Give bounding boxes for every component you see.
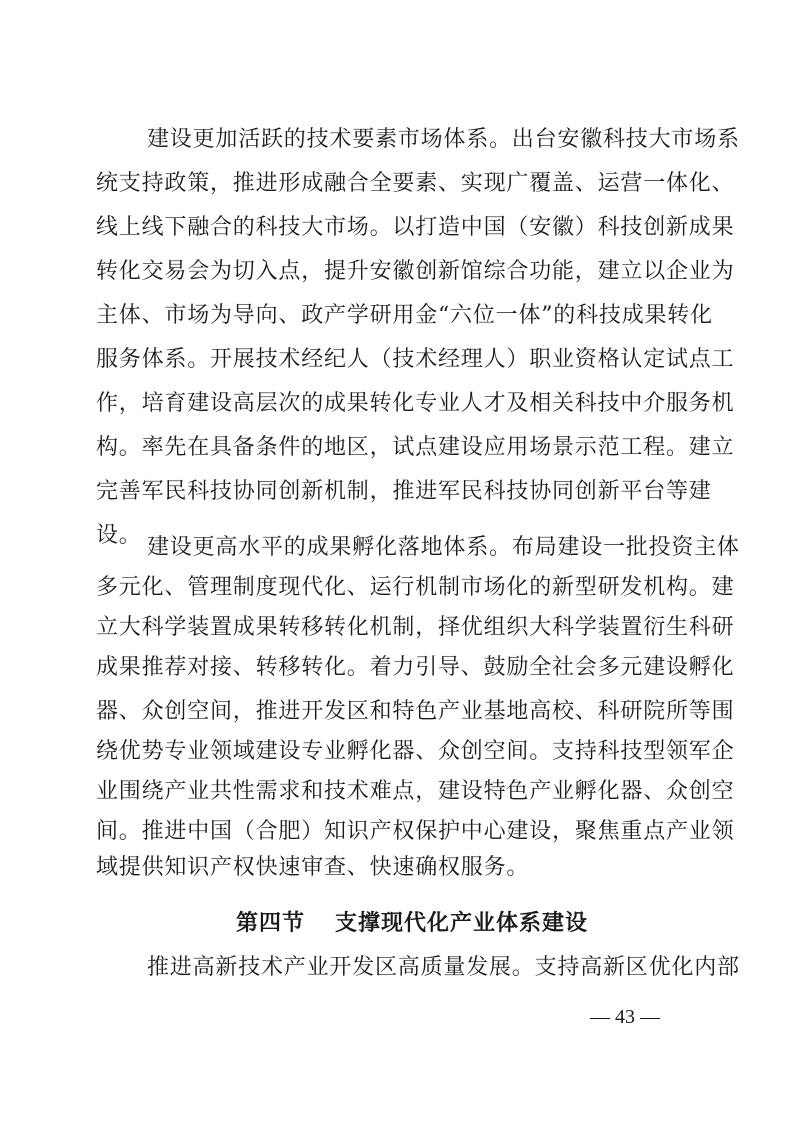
paragraph-line: 线上线下融合的科技大市场。以打造中国（安徽）科技创新成果 <box>96 215 735 240</box>
paragraph-line: 统支持政策，推进形成融合全要素、实现广覆盖、运营一体化、 <box>96 171 735 196</box>
paragraph-line: 域提供知识产权快速审查、快速确权服务。 <box>96 855 530 880</box>
paragraph-line: 绕优势专业领域建设专业孵化器、众创空间。支持科技型领军企 <box>96 739 735 764</box>
paragraph-line: 设。 <box>96 523 142 548</box>
paragraph-line: 推进高新技术产业开发区高质量发展。支持高新区优化内部 <box>147 955 740 980</box>
paragraph-line: 主体、市场为导向、政产学研用金“六位一体”的科技成果转化 <box>96 303 713 328</box>
paragraph-line: 作，培育建设高层次的成果转化专业人才及相关科技中介服务机 <box>96 391 735 416</box>
paragraph-line: 多元化、管理制度现代化、运行机制市场化的新型研发机构。建 <box>96 575 735 600</box>
section-number: 第四节 <box>236 911 306 936</box>
section-heading <box>236 911 588 937</box>
paragraph-line: 转化交易会为切入点，提升安徽创新馆综合功能，建立以企业为 <box>96 259 735 284</box>
paragraph-line: 建设更加活跃的技术要素市场体系。出台安徽科技大市场系 <box>147 127 740 152</box>
paragraph-line: 构。率先在具备条件的地区，试点建设应用场景示范工程。建立 <box>96 435 735 460</box>
paragraph-line: 立大科学装置成果转移转化机制，择优组织大科学装置衍生科研 <box>96 615 735 640</box>
paragraph-line: 完善军民科技协同创新机制，推进军民科技协同创新平台等建 <box>96 479 712 504</box>
paragraph-line: 器、众创空间，推进开发区和特色产业基地高校、科研院所等围 <box>96 699 735 724</box>
paragraph-line: 成果推荐对接、转移转化。着力引导、鼓励全社会多元建设孵化 <box>96 655 735 680</box>
paragraph-line: 建设更高水平的成果孵化落地体系。布局建设一批投资主体 <box>147 535 740 560</box>
paragraph-line: 业围绕产业共性需求和技术难点，建设特色产业孵化器、众创空 <box>96 779 735 804</box>
section-title: 支撑现代化产业体系建设 <box>335 911 589 936</box>
page-number: — 43 — <box>590 1006 660 1028</box>
paragraph-line: 间。推进中国（合肥）知识产权保护中心建设，聚焦重点产业领 <box>96 819 735 844</box>
paragraph-line: 服务体系。开展技术经纪人（技术经理人）职业资格认定试点工 <box>96 347 735 372</box>
